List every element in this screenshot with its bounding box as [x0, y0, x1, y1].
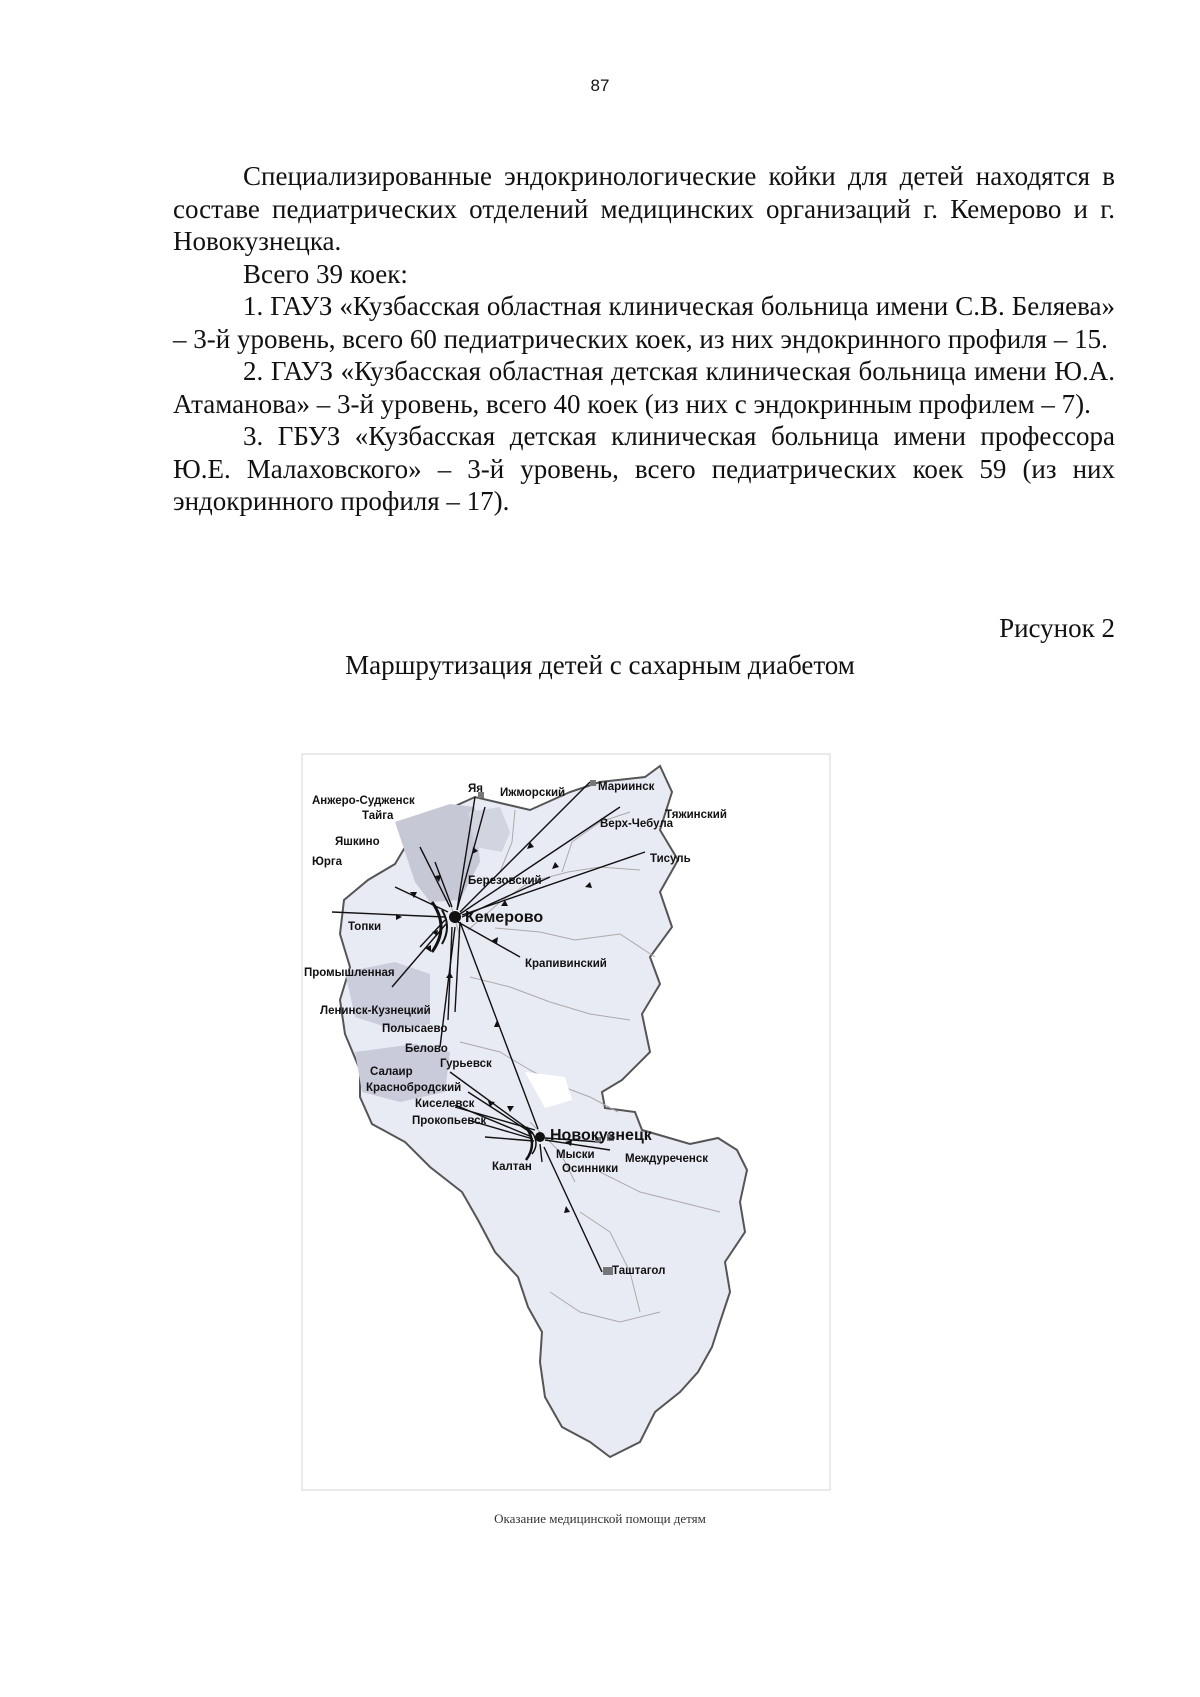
- map-label-yashkino: Яшкино: [335, 836, 380, 848]
- paragraph-hospital-1: 1. ГАУЗ «Кузбасская областная клиническая больница имени С.В. Беляева» – 3-й уровень, всего 60 педиатрических коек, из них эндокринного профиля – 15.: [173, 291, 1115, 354]
- page-number: 87: [590, 76, 610, 95]
- map-label-taiga: Тайга: [362, 810, 394, 822]
- map-label-tisul: Тисуль: [650, 853, 691, 865]
- map-label-kemerovo: Кемерово: [465, 909, 544, 926]
- map-label-leninsk: Ленинск-Кузнецкий: [320, 1005, 431, 1017]
- map-label-mezhdurechensk: Междуреченск: [625, 1153, 708, 1165]
- paragraph-intro: Специализированные эндокринологические койки для детей находятся в составе педиатрических отделений медицинских организаций г. Кемерово и г. Новокузнецка.: [173, 161, 1115, 256]
- map-label-kaltan: Калтан: [492, 1161, 532, 1173]
- paragraph-hospital-2: 2. ГАУЗ «Кузбасская областная детская клиническая больница имени Ю.А. Атаманова» – 3-й уровень, всего 40 коек (из них с эндокринным профилем – 7).: [173, 356, 1115, 419]
- map-label-izhmorsky: Ижморский: [500, 787, 566, 799]
- map-label-novokuznetsk: Новокузнецк: [550, 1127, 652, 1144]
- map-label-tyazhinsky: Тяжинский: [665, 809, 727, 821]
- map-label-mariinsk: Мариинск: [598, 781, 655, 793]
- paragraph-total-beds: Всего 39 коек:: [243, 258, 408, 289]
- map-label-osinniki: Осинники: [562, 1163, 619, 1175]
- body-text: [173, 160, 1115, 518]
- figure-title: Маршрутизация детей с сахарным диабетом: [345, 650, 855, 680]
- map-label-tashtagol: Таштагол: [612, 1265, 666, 1277]
- map-label-gurievsk: Гурьевск: [440, 1058, 492, 1070]
- map-label-krapivinsky: Крапивинский: [525, 958, 607, 970]
- routing-map: [300, 752, 832, 1492]
- map-label-kiselevsk: Киселевск: [415, 1098, 475, 1110]
- map-label-yaya: Яя: [468, 783, 483, 795]
- map-label-krasnobrodsky: Краснобродский: [366, 1082, 462, 1094]
- map-label-yurga: Юрга: [312, 856, 343, 868]
- figure-caption: Оказание медицинской помощи детям: [494, 1511, 706, 1526]
- map-label-prokopievsk: Прокопьевск: [412, 1115, 487, 1127]
- map-label-verkh-chebula: Верх-Чебула: [600, 818, 674, 830]
- map-label-polysaevo: Полысаево: [382, 1023, 448, 1035]
- map-label-myski: Мыски: [556, 1149, 595, 1161]
- figure-label: Рисунок 2: [999, 613, 1115, 643]
- paragraph-hospital-3: 3. ГБУЗ «Кузбасская детская клиническая больница имени профессора Ю.Е. Малаховского» – 3-й уровень, всего педиатрических коек 59 (из них эндокринного профиля – 17).: [173, 421, 1115, 516]
- map-label-anzhero: Анжеро-Судженск: [312, 795, 415, 807]
- map-label-promyshlennaya: Промышленная: [304, 967, 395, 979]
- map-label-belovo: Белово: [405, 1043, 448, 1055]
- map-label-topki: Топки: [348, 921, 382, 933]
- map-label-salair: Салаир: [370, 1066, 413, 1078]
- map-label-berezovsky: Березовский: [468, 875, 542, 887]
